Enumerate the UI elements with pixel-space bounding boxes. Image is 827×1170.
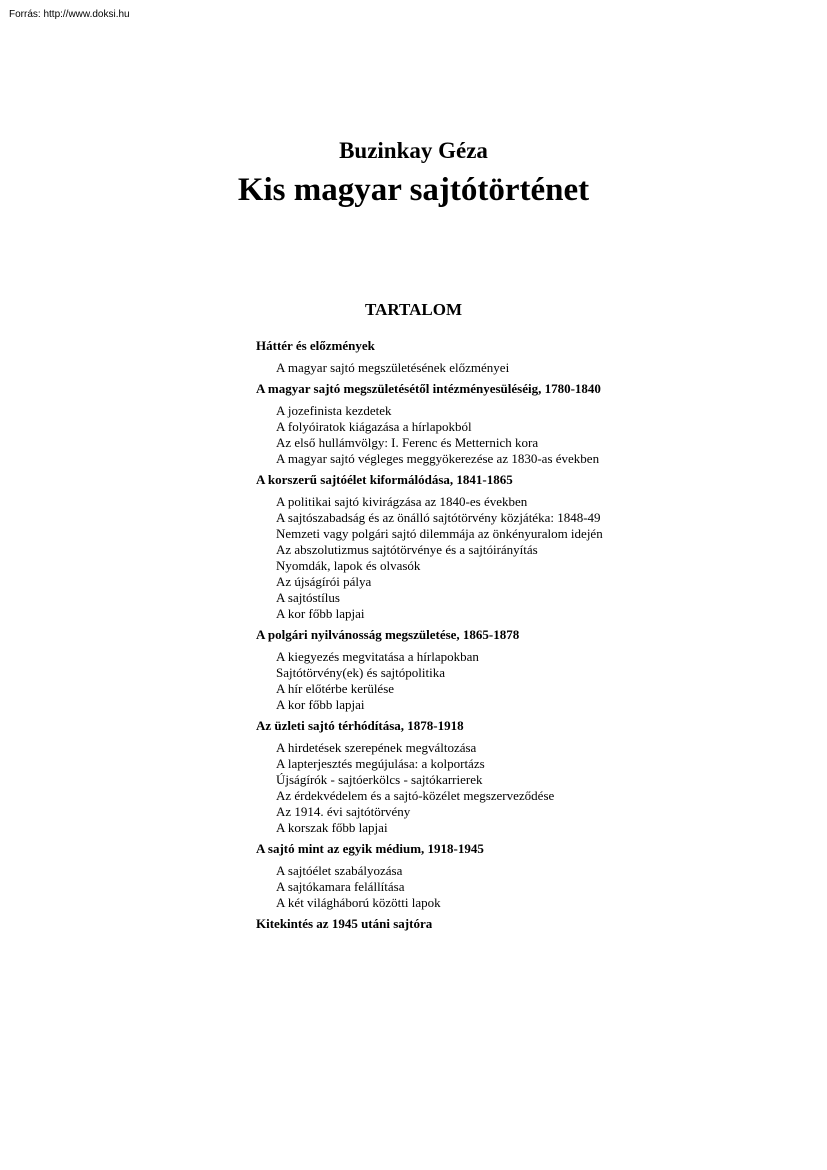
toc-item: A sajtókamara felállítása (276, 879, 405, 894)
toc-section (256, 337, 776, 376)
toc-item-list (276, 403, 776, 467)
toc-item: A lapterjesztés megújulása: a kolportázs (276, 756, 485, 771)
toc-item: A két világháború közötti lapok (276, 895, 441, 910)
toc-item: A korszak főbb lapjai (276, 820, 388, 835)
toc-item: A sajtószabadság és az önálló sajtótörvény közjátéka: 1848-49 (276, 510, 601, 525)
toc-section (256, 380, 776, 467)
toc-item: Nyomdák, lapok és olvasók (276, 558, 421, 573)
toc-item: Nemzeti vagy polgári sajtó dilemmája az önkényuralom idején (276, 526, 603, 541)
toc-item-list (276, 494, 776, 622)
source-note: Forrás: http://www.doksi.hu (9, 9, 130, 20)
toc-section (256, 915, 776, 933)
toc-item: A politikai sajtó kivirágzása az 1840-es években (276, 494, 528, 509)
toc-section (256, 717, 776, 836)
toc-item: A hirdetések szerepének megváltozása (276, 740, 477, 755)
toc-item: Az első hullámvölgy: I. Ferenc és Metternich kora (276, 435, 539, 450)
toc-section-title: A magyar sajtó megszületésétől intézményesüléséig, 1780-1840 (256, 381, 601, 396)
toc-item: A sajtóstílus (276, 590, 340, 605)
toc-item: Az érdekvédelem és a sajtó-közélet megszerveződése (276, 788, 555, 803)
toc-section (256, 840, 776, 911)
toc-section-title: Kitekintés az 1945 utáni sajtóra (256, 916, 433, 931)
toc-item: A jozefinista kezdetek (276, 403, 392, 418)
toc-item-list (276, 863, 776, 911)
table-of-contents (256, 337, 776, 938)
toc-section-title: A korszerű sajtóélet kiformálódása, 1841-1865 (256, 472, 513, 487)
toc-item: Sajtótörvény(ek) és sajtópolitika (276, 665, 445, 680)
toc-item: Újságírók - sajtóerkölcs - sajtókarrierek (276, 772, 483, 787)
toc-item: A magyar sajtó végleges meggyökerezése az 1830-as években (276, 451, 600, 466)
toc-section-title: A sajtó mint az egyik médium, 1918-1945 (256, 841, 484, 856)
toc-section-title: Az üzleti sajtó térhódítása, 1878-1918 (256, 718, 464, 733)
toc-item: A kor főbb lapjai (276, 697, 365, 712)
toc-section-title: Háttér és előzmények (256, 338, 375, 353)
toc-section-title: A polgári nyilvánosság megszületése, 1865-1878 (256, 627, 520, 642)
toc-item: Az abszolutizmus sajtótörvénye és a sajtóirányítás (276, 542, 538, 557)
toc-item: A folyóiratok kiágazása a hírlapokból (276, 419, 472, 434)
toc-heading: TARTALOM (365, 300, 462, 319)
toc-item: Az újságírói pálya (276, 574, 372, 589)
toc-item: A kiegyezés megvitatása a hírlapokban (276, 649, 479, 664)
toc-item-list (276, 740, 776, 836)
toc-item: A sajtóélet szabályozása (276, 863, 403, 878)
toc-item: Az 1914. évi sajtótörvény (276, 804, 411, 819)
author-name: Buzinkay Géza (339, 138, 488, 163)
toc-item: A magyar sajtó megszületésének előzményei (276, 360, 510, 375)
toc-item: A hír előtérbe kerülése (276, 681, 395, 696)
toc-item-list (276, 649, 776, 713)
toc-item-list (276, 360, 776, 376)
toc-section (256, 626, 776, 713)
toc-section (256, 471, 776, 622)
document-title: Kis magyar sajtótörténet (237, 172, 590, 208)
toc-item: A kor főbb lapjai (276, 606, 365, 621)
